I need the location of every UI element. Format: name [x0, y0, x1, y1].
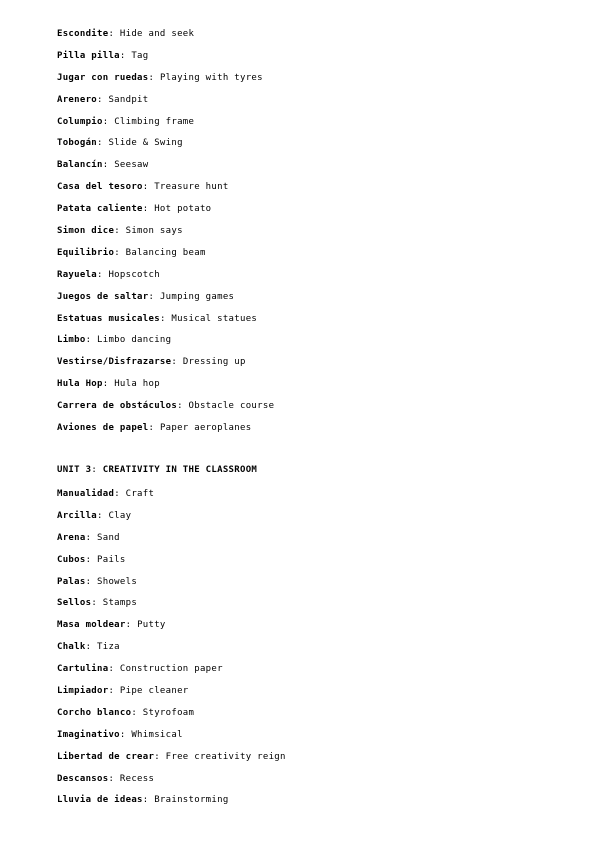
spanish-term: Masa moldear [57, 620, 126, 631]
english-term: Putty [137, 620, 166, 631]
list-item: Simon dice: Simon says [57, 226, 183, 237]
english-term: Jumping games [159, 291, 235, 302]
spanish-term: Limbo [57, 335, 86, 346]
spanish-term: Libertad de crear [57, 751, 155, 762]
spanish-term: Balancín [57, 160, 103, 171]
list-item: Manualidad: Craft [57, 489, 155, 499]
spanish-term: Lluvia de ideas [57, 795, 143, 806]
list-item: Arena: Sand [57, 532, 120, 543]
list-item: Arcilla: Clay [57, 510, 132, 521]
list-item: Jugar con ruedas: Playing with tyres [57, 72, 263, 83]
list-item: Carrera de obstáculos: Obstacle course [57, 401, 275, 412]
spanish-term: Cartulina [57, 664, 109, 675]
list-item: Balancín: Seesaw [57, 160, 149, 171]
english-term: Hot potato [154, 204, 212, 215]
english-term: Tiza [97, 642, 120, 653]
english-term: Paper aeroplanes [159, 423, 252, 434]
english-term: Stamps [102, 598, 138, 609]
list-item: Libertad de crear: Free creativity reign [57, 751, 286, 762]
list-item: Tobogán: Slide & Swing [57, 138, 183, 149]
spanish-term: Manualidad [57, 489, 115, 499]
spanish-term: Simon dice [57, 226, 115, 237]
spanish-term: Pilla pilla [57, 50, 120, 61]
english-term: Clay [108, 510, 132, 521]
english-term: Hopscotch [108, 269, 160, 280]
list-item: Rayuela: Hopscotch [57, 269, 160, 280]
spanish-term: Vestirse/Disfrazarse [57, 357, 172, 368]
spanish-term: Equilibrio [57, 247, 115, 258]
spanish-term: Sellos [57, 598, 92, 609]
spanish-term: Jugar con ruedas [57, 72, 149, 83]
spanish-term: Descansos [57, 773, 109, 784]
spanish-term: Aviones de papel [57, 423, 149, 434]
spanish-term: Arenero [57, 94, 98, 105]
list-item: Pilla pilla: Tag [57, 50, 149, 61]
spanish-term: Casa del tesoro [57, 182, 143, 193]
english-term: Tag [131, 50, 149, 61]
list-item: Equilibrio: Balancing beam [57, 247, 206, 258]
english-term: Styrofoam [142, 707, 195, 718]
list-item: Imaginativo: Whimsical [57, 729, 183, 740]
spanish-term: Columpio [57, 116, 103, 127]
spanish-term: Hula Hop [57, 379, 103, 390]
spanish-term: Carrera de obstáculos [57, 401, 178, 412]
spanish-term: Arena [57, 532, 86, 543]
english-term: Brainstorming [154, 795, 229, 806]
vocabulary-list-creativity [57, 488, 286, 816]
unit-label: UNIT 3 [57, 465, 92, 475]
list-item: Cartulina: Construction paper [57, 664, 223, 675]
english-term: Pails [97, 554, 126, 565]
english-term: Seesaw [114, 160, 149, 171]
spanish-term: Rayuela [57, 269, 98, 280]
english-term: Construction paper [119, 664, 223, 675]
english-term: Balancing beam [125, 247, 206, 258]
spanish-term: Escondite [57, 29, 109, 39]
spanish-term: Limpiador [57, 686, 109, 697]
list-item: Estatuas musicales: Musical statues [57, 313, 258, 324]
list-item: Columpio: Climbing frame [57, 116, 195, 127]
english-term: Musical statues [171, 313, 258, 324]
spanish-term: Estatuas musicales [57, 313, 160, 324]
english-term: Recess [119, 773, 155, 784]
spanish-term: Patata caliente [57, 204, 143, 215]
english-term: Hula hop [114, 379, 160, 390]
list-item: Corcho blanco: Styrofoam [57, 707, 195, 718]
list-item: Vestirse/Disfrazarse: Dressing up [57, 357, 246, 368]
english-term: Slide & Swing [108, 138, 183, 149]
english-term: Pipe cleaner [119, 686, 189, 697]
list-item: Lluvia de ideas: Brainstorming [57, 795, 229, 806]
spanish-term: Tobogán [57, 138, 98, 149]
english-term: Whimsical [131, 729, 183, 740]
spanish-term: Chalk [57, 642, 86, 653]
list-item: Juegos de saltar: Jumping games [57, 291, 235, 302]
list-item: Palas: Showels [57, 576, 138, 587]
unit-heading: UNIT 3: CREATIVITY IN THE CLASSROOM [57, 465, 258, 475]
list-item: Sellos: Stamps [57, 598, 138, 609]
english-term: Dressing up [182, 357, 246, 368]
spanish-term: Arcilla [57, 510, 98, 521]
english-term: Simon says [125, 226, 183, 237]
english-term: Climbing frame [114, 116, 195, 127]
list-item: Casa del tesoro: Treasure hunt [57, 182, 229, 193]
list-item: Limbo: Limbo dancing [57, 335, 172, 346]
spanish-term: Juegos de saltar [57, 291, 149, 302]
english-term: Hide and seek [119, 29, 195, 39]
spanish-term: Imaginativo [57, 729, 120, 740]
list-item: Cubos: Pails [57, 554, 126, 565]
english-term: Sand [97, 532, 120, 543]
list-item: Aviones de papel: Paper aeroplanes [57, 423, 252, 434]
english-term: Craft [125, 489, 155, 499]
spanish-term: Cubos [57, 554, 86, 565]
spanish-term: Palas [57, 576, 86, 587]
spanish-term: Corcho blanco [57, 707, 132, 718]
english-term: Playing with tyres [159, 72, 263, 83]
list-item: Patata caliente: Hot potato [57, 204, 212, 215]
english-term: Free creativity reign [165, 751, 286, 762]
list-item: Chalk: Tiza [57, 642, 120, 653]
list-item: Limpiador: Pipe cleaner [57, 686, 189, 697]
vocabulary-list-games [57, 28, 274, 444]
english-term: Obstacle course [188, 401, 275, 412]
list-item: Descansos: Recess [57, 773, 155, 784]
english-term: Limbo dancing [97, 335, 172, 346]
list-item: Escondite: Hide and seek [57, 29, 195, 39]
english-term: Treasure hunt [154, 182, 229, 193]
english-term: Sandpit [108, 94, 149, 105]
list-item: Arenero: Sandpit [57, 94, 149, 105]
list-item: Hula Hop: Hula hop [57, 379, 160, 390]
english-term: Showels [97, 576, 138, 587]
unit-title: CREATIVITY IN THE CLASSROOM [102, 465, 258, 475]
list-item: Masa moldear: Putty [57, 620, 166, 631]
